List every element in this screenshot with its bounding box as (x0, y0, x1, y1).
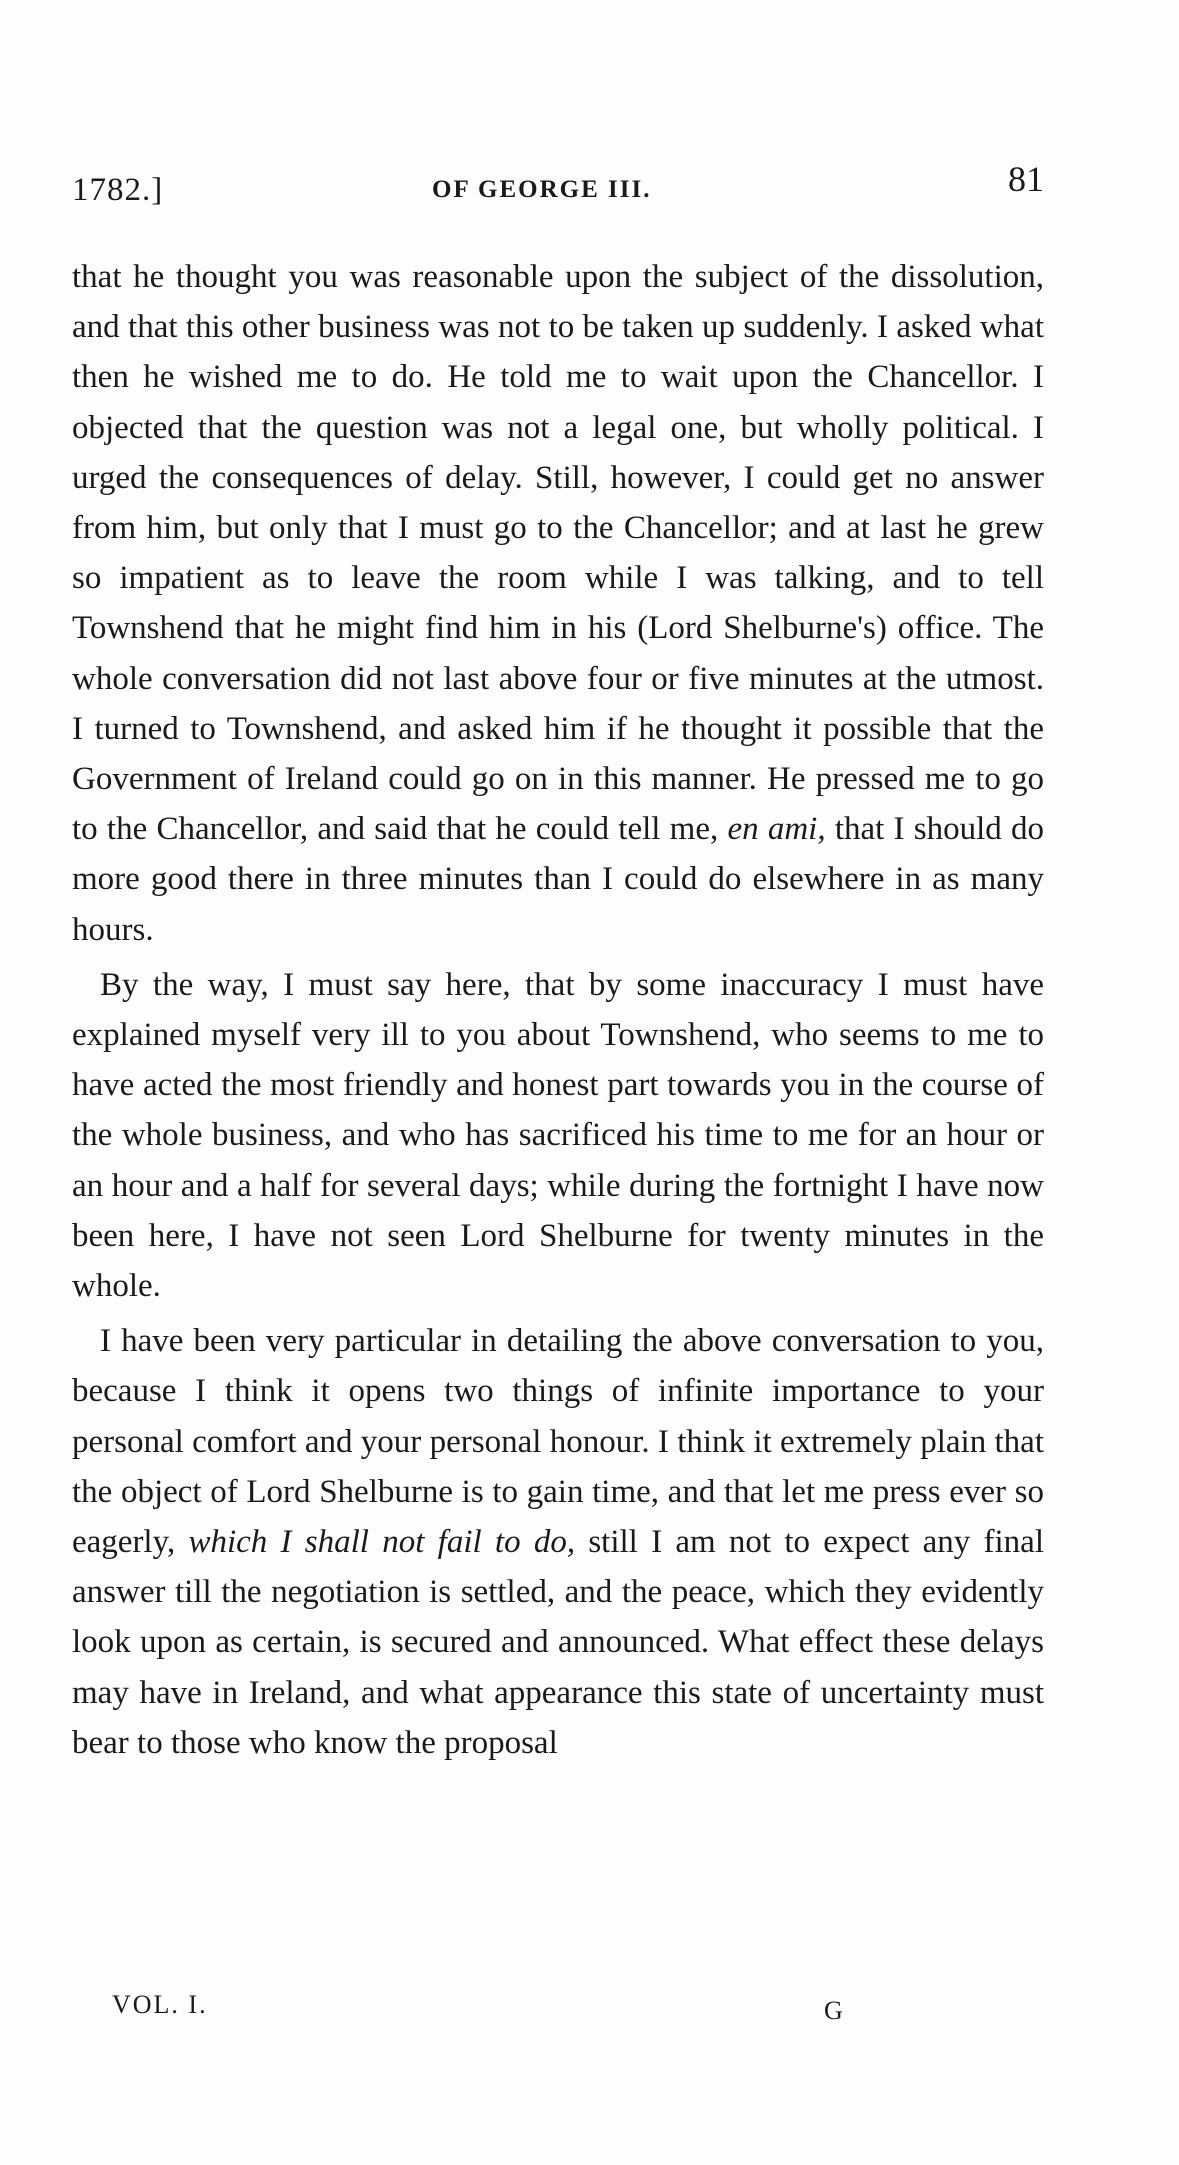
paragraph-3 (72, 1316, 1044, 1768)
paragraph-3-text-b: still I am not to expect any final answer till the negotiation is settled, and the peace, which they evidently look upon as certain, is secured and announced. What effect these delays may have in Ireland, and what appearance this state of uncertainty must bear to those who know the proposal (72, 1524, 1044, 1761)
paragraph-3-italic-phrase: which I shall not fail to do, (188, 1524, 576, 1561)
volume-label: VOL. I. (112, 1990, 208, 2019)
page-footer (72, 1990, 1044, 2030)
signature-mark: G (824, 1996, 843, 2025)
paragraph-2: By the way, I must say here, that by some inaccuracy I must have explained myself very ill to you about Townshend, who seems to me to have acted the most friendly and honest part towards you in the course of the whole business, and who has sacrificed his time to me for an hour or an hour and a half for several days; while during the fortnight I have now been here, I have not seen Lord Shelburne for twenty minutes in the whole. (72, 966, 1044, 1305)
paragraph-1 (72, 252, 1044, 955)
page-number: 81 (1008, 159, 1044, 199)
paragraph-3-text-a: I have been very particular in detailing the above conversation to you, because I think it opens two things of infinite importance to your personal comfort and your personal honour. I think it extremely plain that the object of Lord Shelburne is to gain time, and that let me press ever so eagerly, (72, 1323, 1044, 1561)
paragraph-1-text-b: that I should do more good there in three minutes than I could do elsewhere in as many hours. (72, 811, 1044, 948)
paragraph-1-text-a: that he thought you was reasonable upon the subject of the dissolution, and that this other business was not to be taken up suddenly. I asked what then he wished me to do. He told me to wait upon the Chancellor. I objected that the question was not a legal one, but wholly political. I urged the consequences of delay. Still, however, I could get no answer from him, but only that I must go to the Chancellor; and at last he grew so impatient as to leave the room while I was talking, and to tell Townshend that he might find him in his (Lord Shelburne's) office. The whole conversation did not last above four or five minutes at the utmost. I turned to Townshend, and asked him if he thought it possible that the Government of Ireland could go on in this manner. He pressed me to go to the Chancellor, and said that he could tell me, (72, 259, 1044, 848)
body-text (72, 252, 1044, 1768)
paragraph-1-italic-en-ami: en ami, (727, 811, 826, 848)
running-head (72, 158, 1044, 208)
running-head-title: OF GEORGE III. (432, 176, 652, 203)
running-head-year: 1782.] (72, 172, 164, 208)
